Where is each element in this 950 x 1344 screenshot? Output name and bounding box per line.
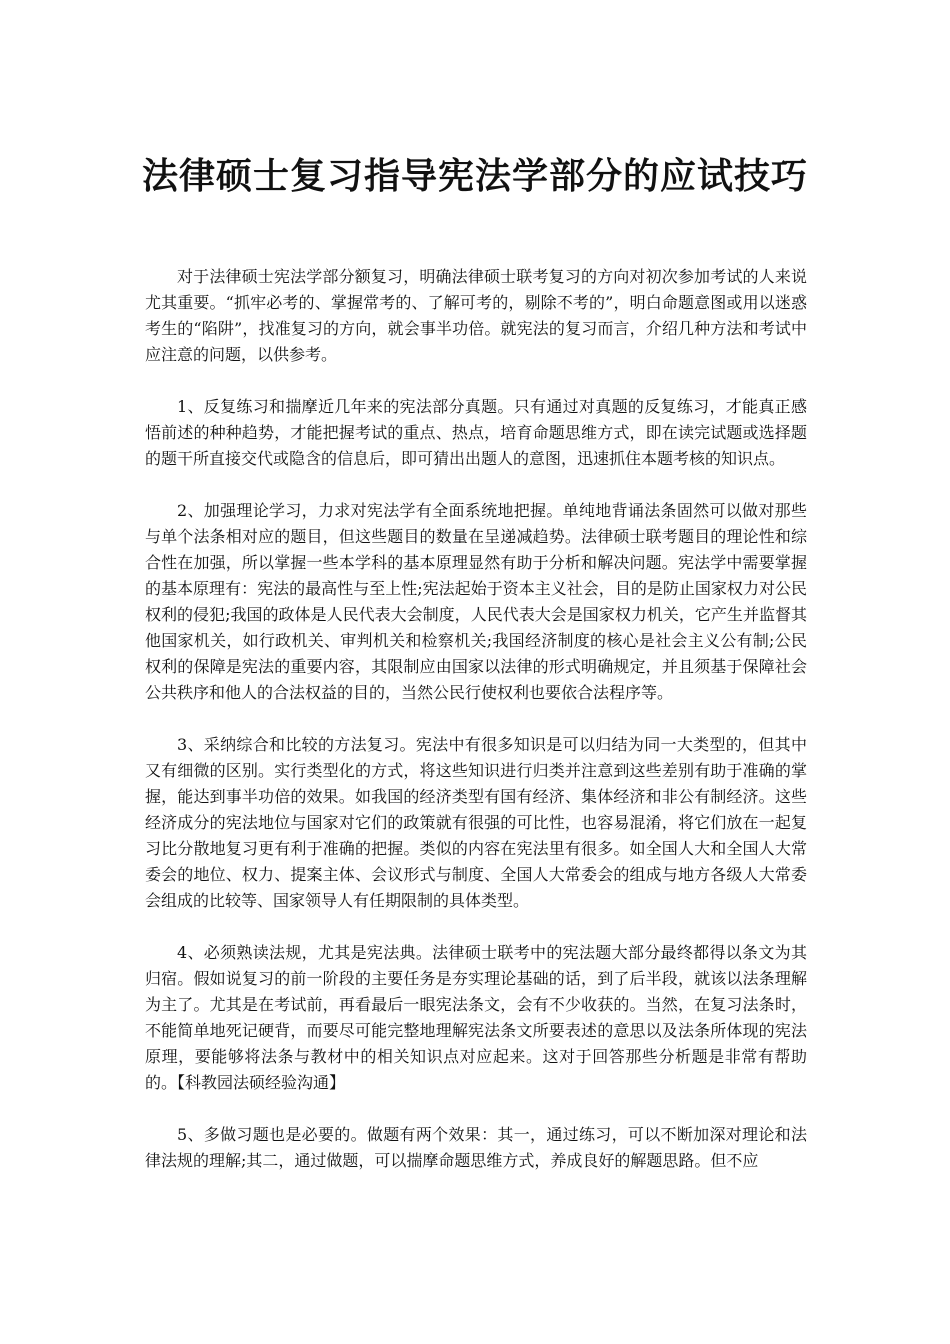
paragraph-tip-2: 2、加强理论学习，力求对宪法学有全面系统地把握。单纯地背诵法条固然可以做对那些与单个法条相对应的题目，但这些题目的数量在呈递减趋势。法律硕士联考题目的理论性和综合性在加强，所以掌握一些本学科的基本原理显然有助于分析和解决问题。宪法学中需要掌握的基本原理有：宪法的最高性与至上性;宪法起始于资本主义社会，目的是防止国家权力对公民权利的侵犯;我国的政体是人民代表大会制度，人民代表大会是国家权力机关，它产生并监督其他国家机关，如行政机关、审判机关和检察机关;我国经济制度的核心是社会主义公有制;公民权利的保障是宪法的重要内容，其限制应由国家以法律的形式明确规定，并且须基于保障社会公共秩序和他人的合法权益的目的，当然公民行使权利也要依合法程序等。 bbox=[145, 501, 807, 702]
paragraph-tip-1: 1、反复练习和揣摩近几年来的宪法部分真题。只有通过对真题的反复练习，才能真正感悟前述的种种趋势，才能把握考试的重点、热点，培育命题思维方式，即在读完试题或选择题的题干所直接交代或隐含的信息后，即可猜出出题人的意图，迅速抓住本题考核的知识点。 bbox=[145, 397, 807, 468]
paragraph-tip-3: 3、采纳综合和比较的方法复习。宪法中有很多知识是可以归结为同一大类型的，但其中又有细微的区别。实行类型化的方式，将这些知识进行归类并注意到这些差别有助于准确的掌握，能达到事半功倍的效果。如我国的经济类型有国有经济、集体经济和非公有制经济。这些经济成分的宪法地位与国家对它们的政策就有很强的可比性，也容易混淆，将它们放在一起复习比分散地复习更有利于准确的把握。类似的内容在宪法里有很多。如全国人大和全国人大常委会的地位、权力、提案主体、会议形式与制度、全国人大常委会的组成与地方各级人大常委会组成的比较等、国家领导人有任期限制的具体类型。 bbox=[145, 735, 807, 910]
document-body bbox=[145, 264, 807, 1200]
paragraph-intro: 对于法律硕士宪法学部分额复习，明确法律硕士联考复习的方向对初次参加考试的人来说尤其重要。“抓牢必考的、掌握常考的、了解可考的，剔除不考的”，明白命题意图或用以迷惑考生的“陷阱”，找准复习的方向，就会事半功倍。就宪法的复习而言，介绍几种方法和考试中应注意的问题，以供参考。 bbox=[145, 267, 807, 364]
paragraph-tip-4: 4、必须熟读法规，尤其是宪法典。法律硕士联考中的宪法题大部分最终都得以条文为其归宿。假如说复习的前一阶段的主要任务是夯实理论基础的话，到了后半段，就该以法条理解为主了。尤其是在考试前，再看最后一眼宪法条文，会有不少收获的。当然，在复习法条时，不能简单地死记硬背，而要尽可能完整地理解宪法条文所要表述的意思以及法条所体现的宪法原理，要能够将法条与教材中的相关知识点对应起来。这对于回答那些分析题是非常有帮助的。【科教园法硕经验沟通】 bbox=[145, 943, 807, 1092]
document-title: 法律硕士复习指导宪法学部分的应试技巧 bbox=[141, 155, 808, 197]
paragraph-tip-5: 5、多做习题也是必要的。做题有两个效果：其一，通过练习，可以不断加深对理论和法律法规的理解;其二，通过做题，可以揣摩命题思维方式，养成良好的解题思路。但不应 bbox=[145, 1125, 807, 1170]
